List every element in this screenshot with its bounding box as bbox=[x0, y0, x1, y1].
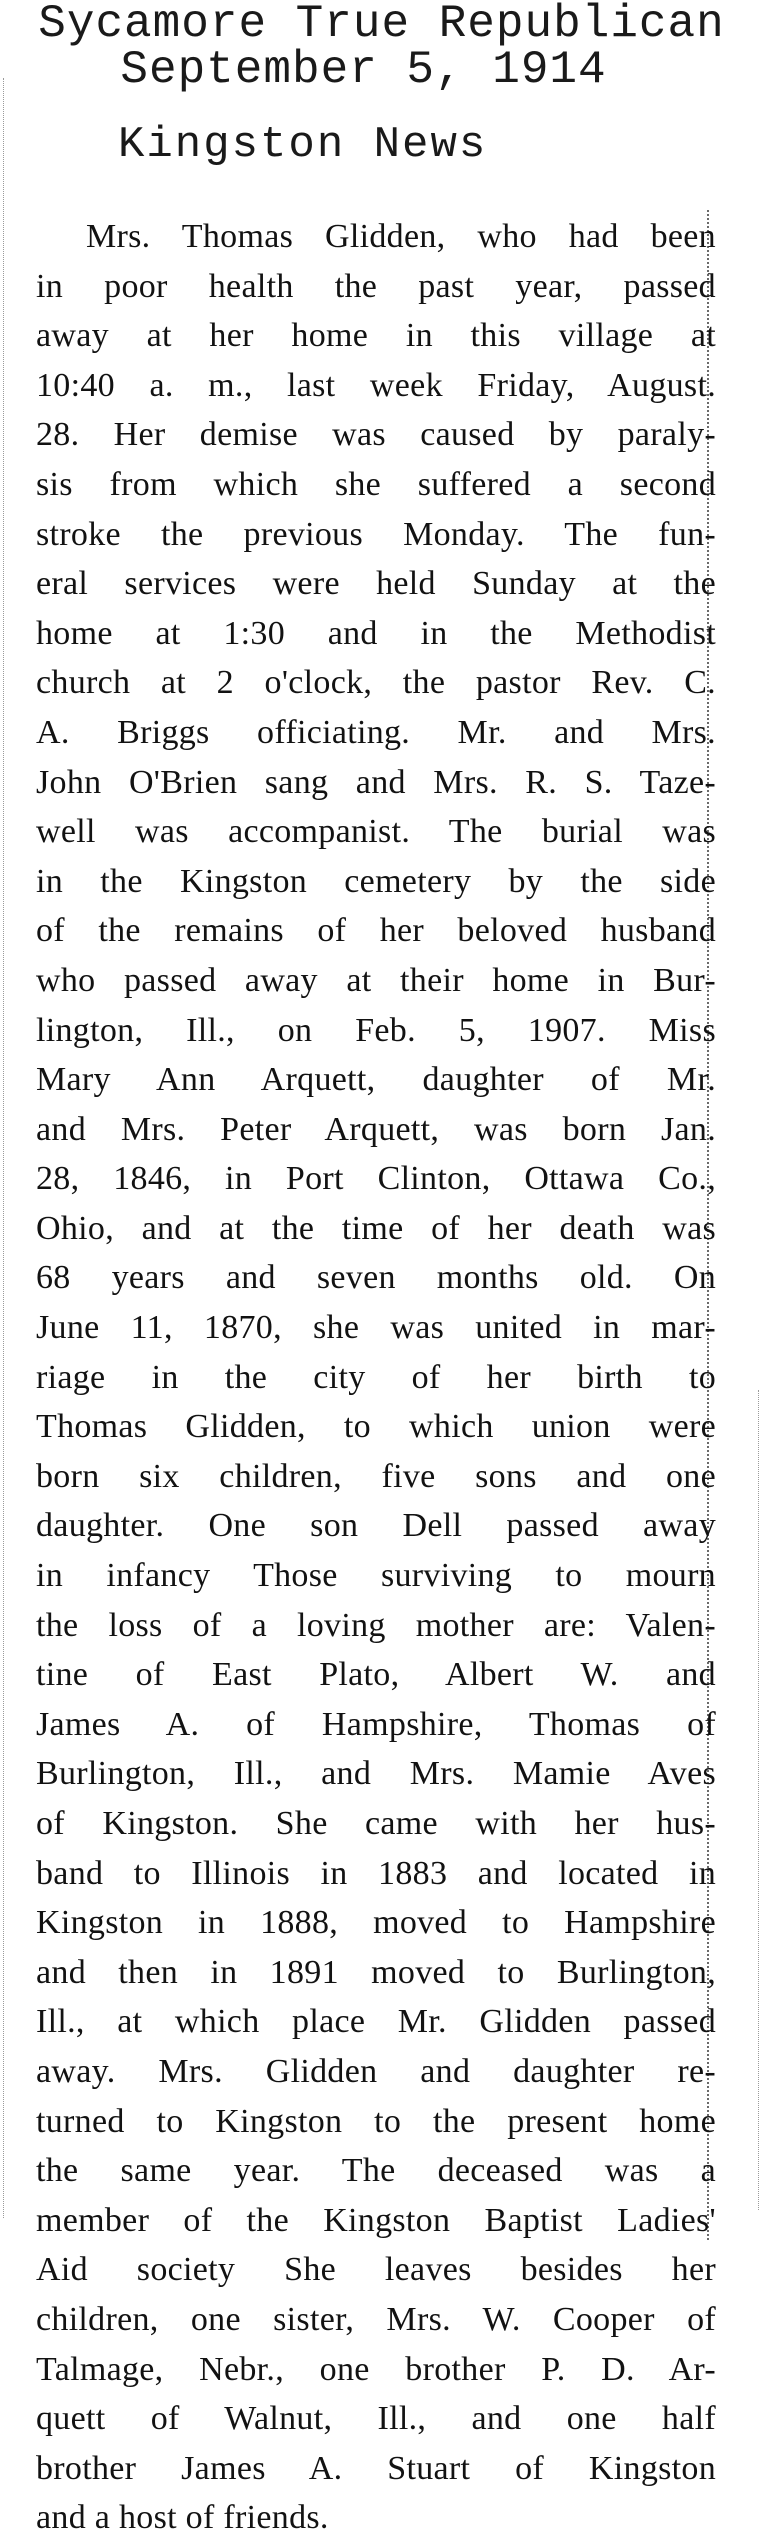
article-line: Talmage, Nebr., one brother P. D. Ar- bbox=[36, 2350, 716, 2388]
article-line: daughter. One son Dell passed away bbox=[36, 1507, 716, 1545]
article-line: home at 1:30 and in the Methodist bbox=[36, 614, 716, 652]
article-line: riage in the city of her birth to bbox=[36, 1358, 716, 1396]
article-line: Mary Ann Arquett, daughter of Mr. bbox=[36, 1061, 716, 1099]
article-line: Aid society She leaves besides her bbox=[36, 2251, 716, 2289]
article-line: Kingston in 1888, moved to Hampshire bbox=[36, 1904, 716, 1942]
article-line: A. Briggs officiating. Mr. and Mrs. bbox=[36, 713, 716, 751]
article-line: eral services were held Sunday at the bbox=[36, 565, 716, 603]
far-right-column-rule bbox=[758, 1390, 759, 2210]
article-line: the same year. The deceased was a bbox=[36, 2152, 716, 2190]
article-line: born six children, five sons and one bbox=[36, 1457, 716, 1495]
article-line: James A. of Hampshire, Thomas of bbox=[36, 1705, 716, 1743]
article-line: of Kingston. She came with her hus- bbox=[36, 1805, 716, 1842]
article-line: 68 years and seven months old. On bbox=[36, 1259, 716, 1297]
article-line: and then in 1891 moved to Burlington, bbox=[36, 1953, 716, 1991]
publication-date: September 5, 1914 bbox=[120, 44, 607, 96]
article-line: and a host of friends. bbox=[36, 2499, 329, 2537]
publication-name: Sycamore True Republican bbox=[38, 0, 725, 50]
article-line: in the Kingston cemetery by the side bbox=[36, 862, 716, 900]
article-line: in poor health the past year, passed bbox=[36, 267, 716, 305]
article-line: Mrs. Thomas Glidden, who had been bbox=[86, 218, 716, 255]
article-line: lington, Ill., on Feb. 5, 1907. Miss bbox=[36, 1011, 716, 1049]
article-line: and Mrs. Peter Arquett, was born Jan. bbox=[36, 1110, 716, 1148]
article-line: turned to Kingston to the present home bbox=[36, 2102, 716, 2140]
article-body bbox=[36, 212, 716, 2543]
article-line: 28, 1846, in Port Clinton, Ottawa Co., bbox=[36, 1160, 716, 1198]
article-line: Ohio, and at the time of her death was bbox=[36, 1209, 716, 1247]
article-line: brother James A. Stuart of Kingston bbox=[36, 2449, 716, 2487]
article-line: who passed away at their home in Bur- bbox=[36, 961, 716, 999]
article-line: Burlington, Ill., and Mrs. Mamie Aves bbox=[36, 1755, 716, 1793]
article-line: church at 2 o'clock, the pastor Rev. C. bbox=[36, 664, 716, 702]
article-line: well was accompanist. The burial was bbox=[36, 813, 716, 851]
article-line: Thomas Glidden, to which union were bbox=[36, 1408, 716, 1446]
article-line: tine of East Plato, Albert W. and bbox=[36, 1656, 716, 1694]
article-line: John O'Brien sang and Mrs. R. S. Taze- bbox=[36, 763, 716, 801]
article-line: 10:40 a. m., last week Friday, August. bbox=[36, 366, 716, 404]
article-line: Ill., at which place Mr. Glidden passed bbox=[36, 2003, 716, 2041]
article-line: away at her home in this village at bbox=[36, 317, 716, 355]
article-line: sis from which she suffered a second bbox=[36, 465, 716, 503]
article-line: band to Illinois in 1883 and located in bbox=[36, 1854, 716, 1892]
article-line: stroke the previous Monday. The fun- bbox=[36, 515, 716, 553]
article-line: 28. Her demise was caused by paraly- bbox=[36, 416, 716, 454]
article-headline: Kingston News bbox=[118, 120, 488, 170]
left-column-rule bbox=[3, 78, 4, 2218]
article-line: away. Mrs. Glidden and daughter re- bbox=[36, 2052, 716, 2090]
article-line: the loss of a loving mother are: Valen- bbox=[36, 1606, 716, 1644]
article-line: in infancy Those surviving to mourn bbox=[36, 1557, 716, 1595]
article-line: children, one sister, Mrs. W. Cooper of bbox=[36, 2300, 716, 2338]
article-line: June 11, 1870, she was united in mar- bbox=[36, 1309, 716, 1347]
article-line: of the remains of her beloved husband bbox=[36, 912, 716, 950]
article-line: member of the Kingston Baptist Ladies' bbox=[36, 2201, 716, 2239]
article-line: quett of Walnut, Ill., and one half bbox=[36, 2400, 716, 2438]
